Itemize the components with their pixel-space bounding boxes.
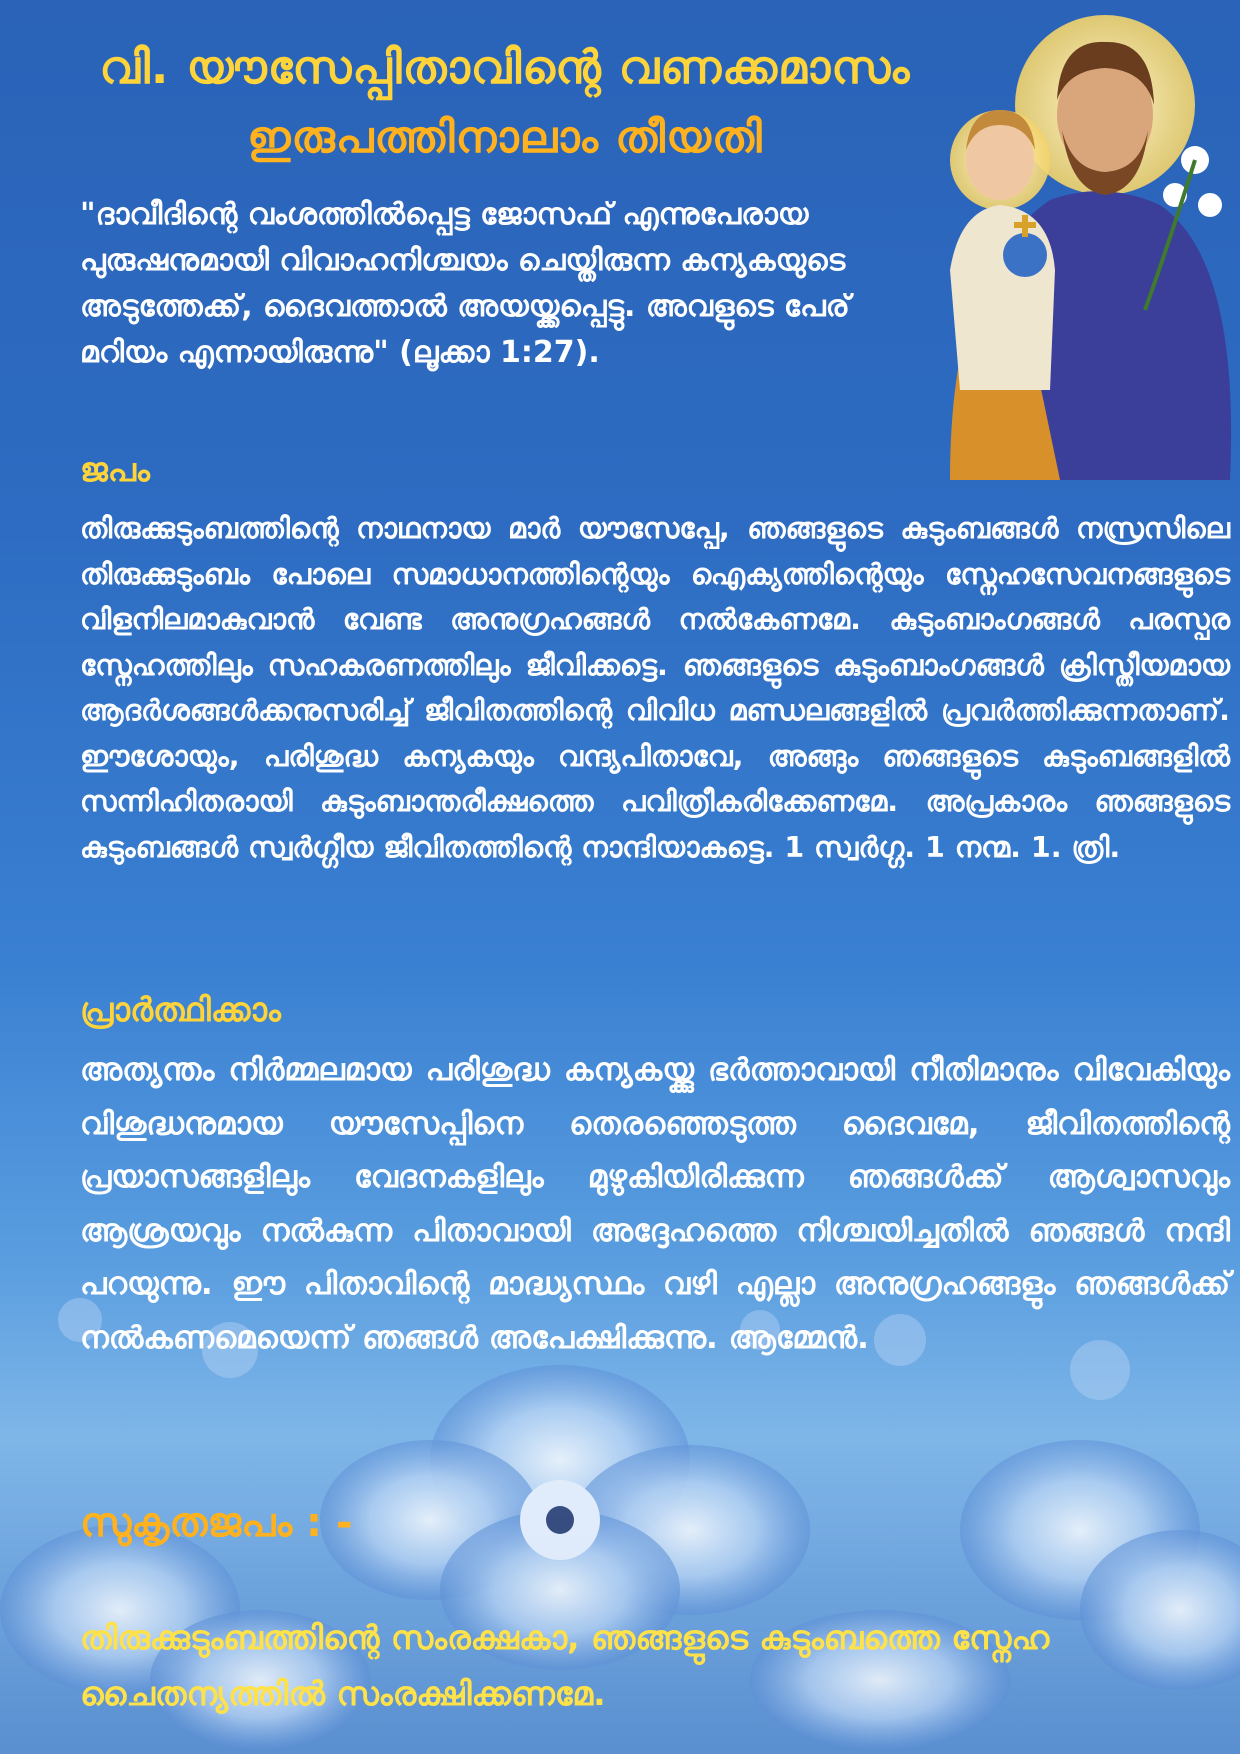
prarthikkam-heading: പ്രാർത്ഥിക്കാം <box>80 990 281 1029</box>
sukruthajapam-heading: സുകൃതജപം : - <box>80 1500 353 1546</box>
prarthikkam-text: അത്യന്തം നിർമ്മലമായ പരിശുദ്ധ കന്യകയ്ക്കു ഭർത്താവായി നീതിമാനും വിവേകിയും വിശുദ്ധനുമായ യൗസേപ്പിനെ തെരഞ്ഞെടുത്ത ദൈവമേ, ജീവിതത്തിന്റെ പ്രയാസങ്ങളിലും വേദനകളിലും മുഴുകിയിരിക്കുന്ന ഞങ്ങൾക്ക് ആശ്വാസവും ആശ്രയവും നൽകുന്ന പിതാവായി അദ്ദേഹത്തെ നിശ്ചയിച്ചതിൽ ഞങ്ങൾ നന്ദി പറയുന്നു. ഈ പിതാവിന്റെ മാദ്ധ്യസ്ഥം വഴി എല്ലാ അനുഗ്രഹങ്ങളും ഞങ്ങൾക്ക് നൽകണമെയെന്ന് ഞങ്ങൾ അപേക്ഷിക്കുന്നു. ആമ്മേൻ. <box>80 1052 1230 1356</box>
st-joseph-with-child-image <box>890 10 1240 500</box>
scripture-quote: "ദാവീദിന്റെ വംശത്തിൽപ്പെട്ട ജോസഫ് എന്നുപേരായ പുരുഷനുമായി വിവാഹനിശ്ചയം ചെയ്തിരുന്ന കന്യകയുടെ അടുത്തേക്ക്, ദൈവത്താൽ അയയ്ക്കപ്പെട്ടു. അവളുടെ പേര് മറിയം എന്നായിരുന്നു" (ലൂക്കാ 1:27). <box>80 197 850 370</box>
japam-heading: ജപം <box>80 450 150 489</box>
japam-text: തിരുക്കുടുംബത്തിന്റെ നാഥനായ മാർ യൗസേപ്പേ, ഞങ്ങളുടെ കുടുംബങ്ങൾ നസ്രസിലെ തിരുക്കുടുംബം പോലെ സമാധാനത്തിന്റെയും ഐക്യത്തിന്റെയും സ്നേഹസേവനങ്ങളുടെ വിളനിലമാകുവാൻ വേണ്ട അനുഗ്രഹങ്ങൾ നൽകേണമേ. കുടുംബാംഗങ്ങൾ പരസ്പര സ്നേഹത്തിലും സഹകരണത്തിലും ജീവിക്കട്ടെ. ഞങ്ങളുടെ കുടുംബാംഗങ്ങൾ ക്രിസ്തീയമായ ആദർശങ്ങൾക്കനുസരിച്ച് ജീവിതത്തിന്റെ വിവിധ മണ്ഡലങ്ങളിൽ പ്രവർത്തിക്കുന്നതാണ്. ഈശോയും, പരിശുദ്ധ കന്യകയും വന്ദ്യപിതാവേ, അങ്ങും ഞങ്ങളുടെ കുടുംബങ്ങളിൽ സന്നിഹിതരായി കുടുംബാന്തരീക്ഷത്തെ പവിത്രീകരിക്കേണമേ. അപ്രകാരം ഞങ്ങളുടെ കുടുംബങ്ങൾ സ്വർഗ്ഗീയ ജീവിതത്തിന്റെ നാന്ദിയാകട്ടെ. 1 സ്വർഗ്ഗ. 1 നന്മ. 1. ത്രി. <box>80 512 1230 864</box>
sukruthajapam-text: തിരുക്കുടുംബത്തിന്റെ സംരക്ഷകാ, ഞങ്ങളുടെ കുടുംബത്തെ സ്നേഹ ചൈതന്യത്തിൽ സംരക്ഷിക്കണമേ. <box>80 1618 1050 1713</box>
page-title: വി. യൗസേപ്പിതാവിന്റെ വണക്കമാസം <box>99 40 911 94</box>
page-subtitle-date: ഇരുപത്തിനാലാം തീയതി <box>247 112 763 163</box>
